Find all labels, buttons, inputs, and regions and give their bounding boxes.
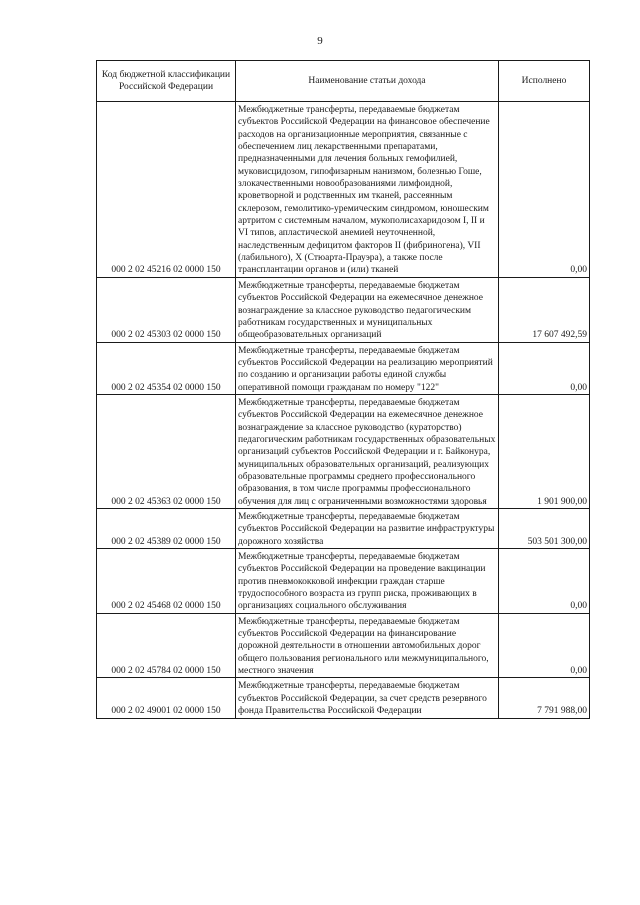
table-row [97, 549, 590, 614]
row-code: 000 2 02 49001 02 0000 150 [97, 678, 236, 718]
table-row [97, 342, 590, 394]
table-row [97, 394, 590, 508]
row-amount: 503 501 300,00 [499, 509, 590, 549]
table-row [97, 509, 590, 549]
row-name: Межбюджетные трансферты, передаваемые бюджетам субъектов Российской Федерации на развитие инфраструктуры дорожного хозяйства [236, 509, 499, 549]
row-code: 000 2 02 45303 02 0000 150 [97, 277, 236, 342]
row-amount: 1 901 900,00 [499, 394, 590, 508]
header-name: Наименование статьи дохода [236, 61, 499, 102]
row-name: Межбюджетные трансферты, передаваемые бюджетам субъектов Российской Федерации на финансовое обеспечение расходов на организационные мероприятия, связанные с обеспечением лиц лекарственными препаратами, предназначенными для лечения больных гемофилией, муковисцидозом, гипофизарным нанизмом, болезнью Гоше, злокачественными новообразованиями лимфоидной, кроветворной и родственных им тканей, рассеянным склерозом, гемолитико-уремическим синдромом, юношеским артритом с системным началом, мукополисахаридозом I, II и VI типов, апластической анемией неуточненной, наследственным дефицитом факторов II (фибриногена), VII (лабильного), X (Стюарта-Прауэра), а также после трансплантации органов и (или) тканей [236, 102, 499, 278]
row-name: Межбюджетные трансферты, передаваемые бюджетам субъектов Российской Федерации на финансирование дорожной деятельности в отношении автомобильных дорог общего пользования регионального или межмуниципального, местного значения [236, 613, 499, 678]
table-header-row [97, 61, 590, 102]
row-amount: 7 791 988,00 [499, 678, 590, 718]
row-code: 000 2 02 45784 02 0000 150 [97, 613, 236, 678]
row-code: 000 2 02 45354 02 0000 150 [97, 342, 236, 394]
row-amount: 0,00 [499, 549, 590, 614]
table-row [97, 678, 590, 718]
table-row [97, 613, 590, 678]
income-table [96, 60, 590, 719]
row-code: 000 2 02 45468 02 0000 150 [97, 549, 236, 614]
row-amount: 0,00 [499, 613, 590, 678]
row-name: Межбюджетные трансферты, передаваемые бюджетам субъектов Российской Федерации на ежемесячное денежное вознаграждение за классное руководство педагогическим работникам государственных и муниципальных общеобразовательных организаций [236, 277, 499, 342]
row-name: Межбюджетные трансферты, передаваемые бюджетам субъектов Российской Федерации на проведение вакцинации против пневмококковой инфекции граждан старше трудоспособного возраста из групп риска, проживающих в организациях социального обслуживания [236, 549, 499, 614]
row-code: 000 2 02 45363 02 0000 150 [97, 394, 236, 508]
row-name: Межбюджетные трансферты, передаваемые бюджетам субъектов Российской Федерации, за счет средств резервного фонда Правительства Российской Федерации [236, 678, 499, 718]
row-code: 000 2 02 45389 02 0000 150 [97, 509, 236, 549]
row-amount: 17 607 492,59 [499, 277, 590, 342]
row-name: Межбюджетные трансферты, передаваемые бюджетам субъектов Российской Федерации на ежемесячное денежное вознаграждение за классное руководство (кураторство) педагогическим работникам государственных образовательных организаций субъектов Российской Федерации и г. Байконура, муниципальных образовательных организаций, реализующих образовательные программы среднего профессионального образования, в том числе программы профессионального обучения для лиц с ограниченными возможностями здоровья [236, 394, 499, 508]
row-amount: 0,00 [499, 342, 590, 394]
row-amount: 0,00 [499, 102, 590, 278]
table-row [97, 102, 590, 278]
row-code: 000 2 02 45216 02 0000 150 [97, 102, 236, 278]
page-number: 9 [317, 35, 323, 47]
table-row [97, 277, 590, 342]
header-amount: Исполнено [499, 61, 590, 102]
header-code: Код бюджетной классификации Российской Федерации [97, 61, 236, 102]
row-name: Межбюджетные трансферты, передаваемые бюджетам субъектов Российской Федерации на реализацию мероприятий по созданию и организации работы единой службы оперативной помощи гражданам по номеру "122" [236, 342, 499, 394]
